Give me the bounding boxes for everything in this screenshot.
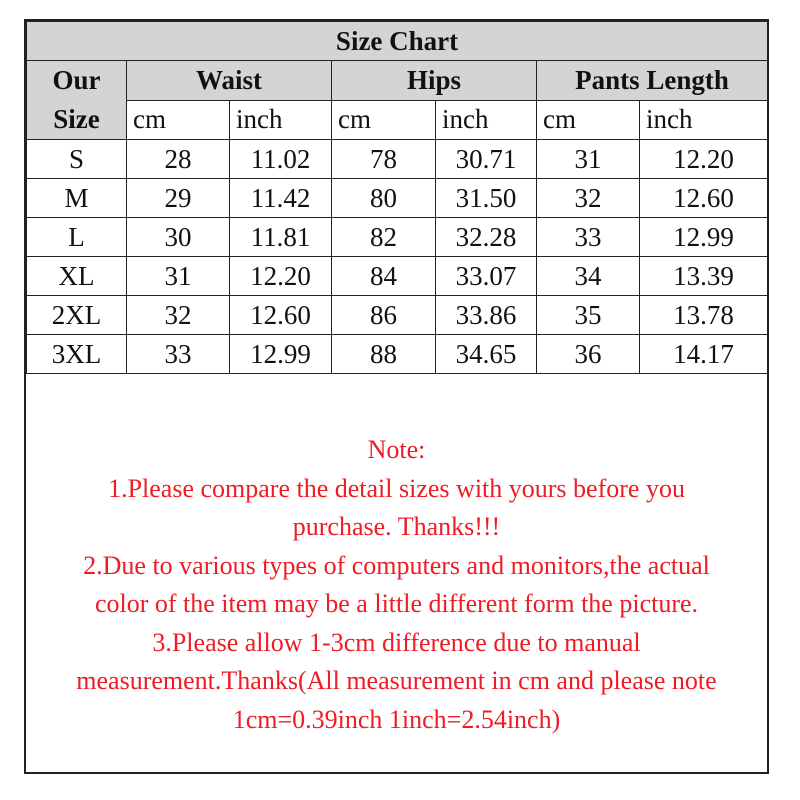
value-cell: 34.65 (436, 335, 537, 374)
value-cell: 11.81 (230, 218, 332, 257)
size-cell: L (27, 218, 127, 257)
note-line: 3.Please allow 1-3cm difference due to manual (152, 627, 641, 657)
value-cell: 86 (332, 296, 436, 335)
size-cell: 3XL (27, 335, 127, 374)
value-cell: 12.60 (640, 179, 768, 218)
value-cell: 33.86 (436, 296, 537, 335)
value-cell: 33 (537, 218, 640, 257)
note-line: 1cm=0.39inch 1inch=2.54inch) (232, 704, 561, 734)
value-cell: 13.78 (640, 296, 768, 335)
note-line: 2.Due to various types of computers and monitors,the actual (83, 550, 710, 580)
note-block (26, 431, 767, 739)
value-cell: 12.20 (640, 140, 768, 179)
value-cell: 28 (127, 140, 230, 179)
value-cell: 31.50 (436, 179, 537, 218)
table-row (27, 296, 768, 335)
unit-label: cm (332, 100, 436, 140)
title-row (27, 22, 768, 61)
value-cell: 88 (332, 335, 436, 374)
value-cell: 31 (127, 257, 230, 296)
table-row (27, 218, 768, 257)
size-chart-table (26, 21, 768, 374)
value-cell: 31 (537, 140, 640, 179)
value-cell: 33.07 (436, 257, 537, 296)
note-line: purchase. Thanks!!! (292, 512, 501, 541)
size-cell: S (27, 140, 127, 179)
size-column-header: Our Size (27, 61, 127, 140)
unit-label: inch (436, 100, 537, 140)
size-chart-frame (24, 19, 769, 774)
table-row (27, 335, 768, 374)
value-cell: 34 (537, 257, 640, 296)
value-cell: 12.60 (230, 296, 332, 335)
value-cell: 80 (332, 179, 436, 218)
table-row (27, 140, 768, 179)
value-cell: 30 (127, 218, 230, 257)
value-cell: 32.28 (436, 218, 537, 257)
value-cell: 35 (537, 296, 640, 335)
hips-header: Hips (332, 61, 537, 101)
value-cell: 12.20 (230, 257, 332, 296)
value-cell: 84 (332, 257, 436, 296)
value-cell: 14.17 (640, 335, 768, 374)
value-cell: 32 (127, 296, 230, 335)
value-cell: 33 (127, 335, 230, 374)
unit-label: inch (640, 100, 768, 140)
value-cell: 29 (127, 179, 230, 218)
unit-label: inch (230, 100, 332, 140)
size-cell: 2XL (27, 296, 127, 335)
size-cell: M (27, 179, 127, 218)
value-cell: 82 (332, 218, 436, 257)
size-cell: XL (27, 257, 127, 296)
group-header-row (27, 61, 768, 101)
value-cell: 36 (537, 335, 640, 374)
chart-title: Size Chart (27, 22, 768, 61)
note-heading: Note: (367, 435, 426, 464)
pants-length-header: Pants Length (537, 61, 768, 101)
unit-label: cm (127, 100, 230, 140)
unit-header-row (27, 100, 768, 140)
note-line: 1.Please compare the detail sizes with yours before you (108, 473, 685, 503)
note-line: color of the item may be a little different form the picture. (94, 589, 699, 618)
value-cell: 13.39 (640, 257, 768, 296)
value-cell: 78 (332, 140, 436, 179)
value-cell: 30.71 (436, 140, 537, 179)
table-row (27, 257, 768, 296)
value-cell: 32 (537, 179, 640, 218)
waist-header: Waist (127, 61, 332, 101)
table-row (27, 179, 768, 218)
unit-label: cm (537, 100, 640, 140)
value-cell: 11.42 (230, 179, 332, 218)
value-cell: 11.02 (230, 140, 332, 179)
value-cell: 12.99 (640, 218, 768, 257)
value-cell: 12.99 (230, 335, 332, 374)
note-line: measurement.Thanks(All measurement in cm and please note (76, 666, 717, 695)
